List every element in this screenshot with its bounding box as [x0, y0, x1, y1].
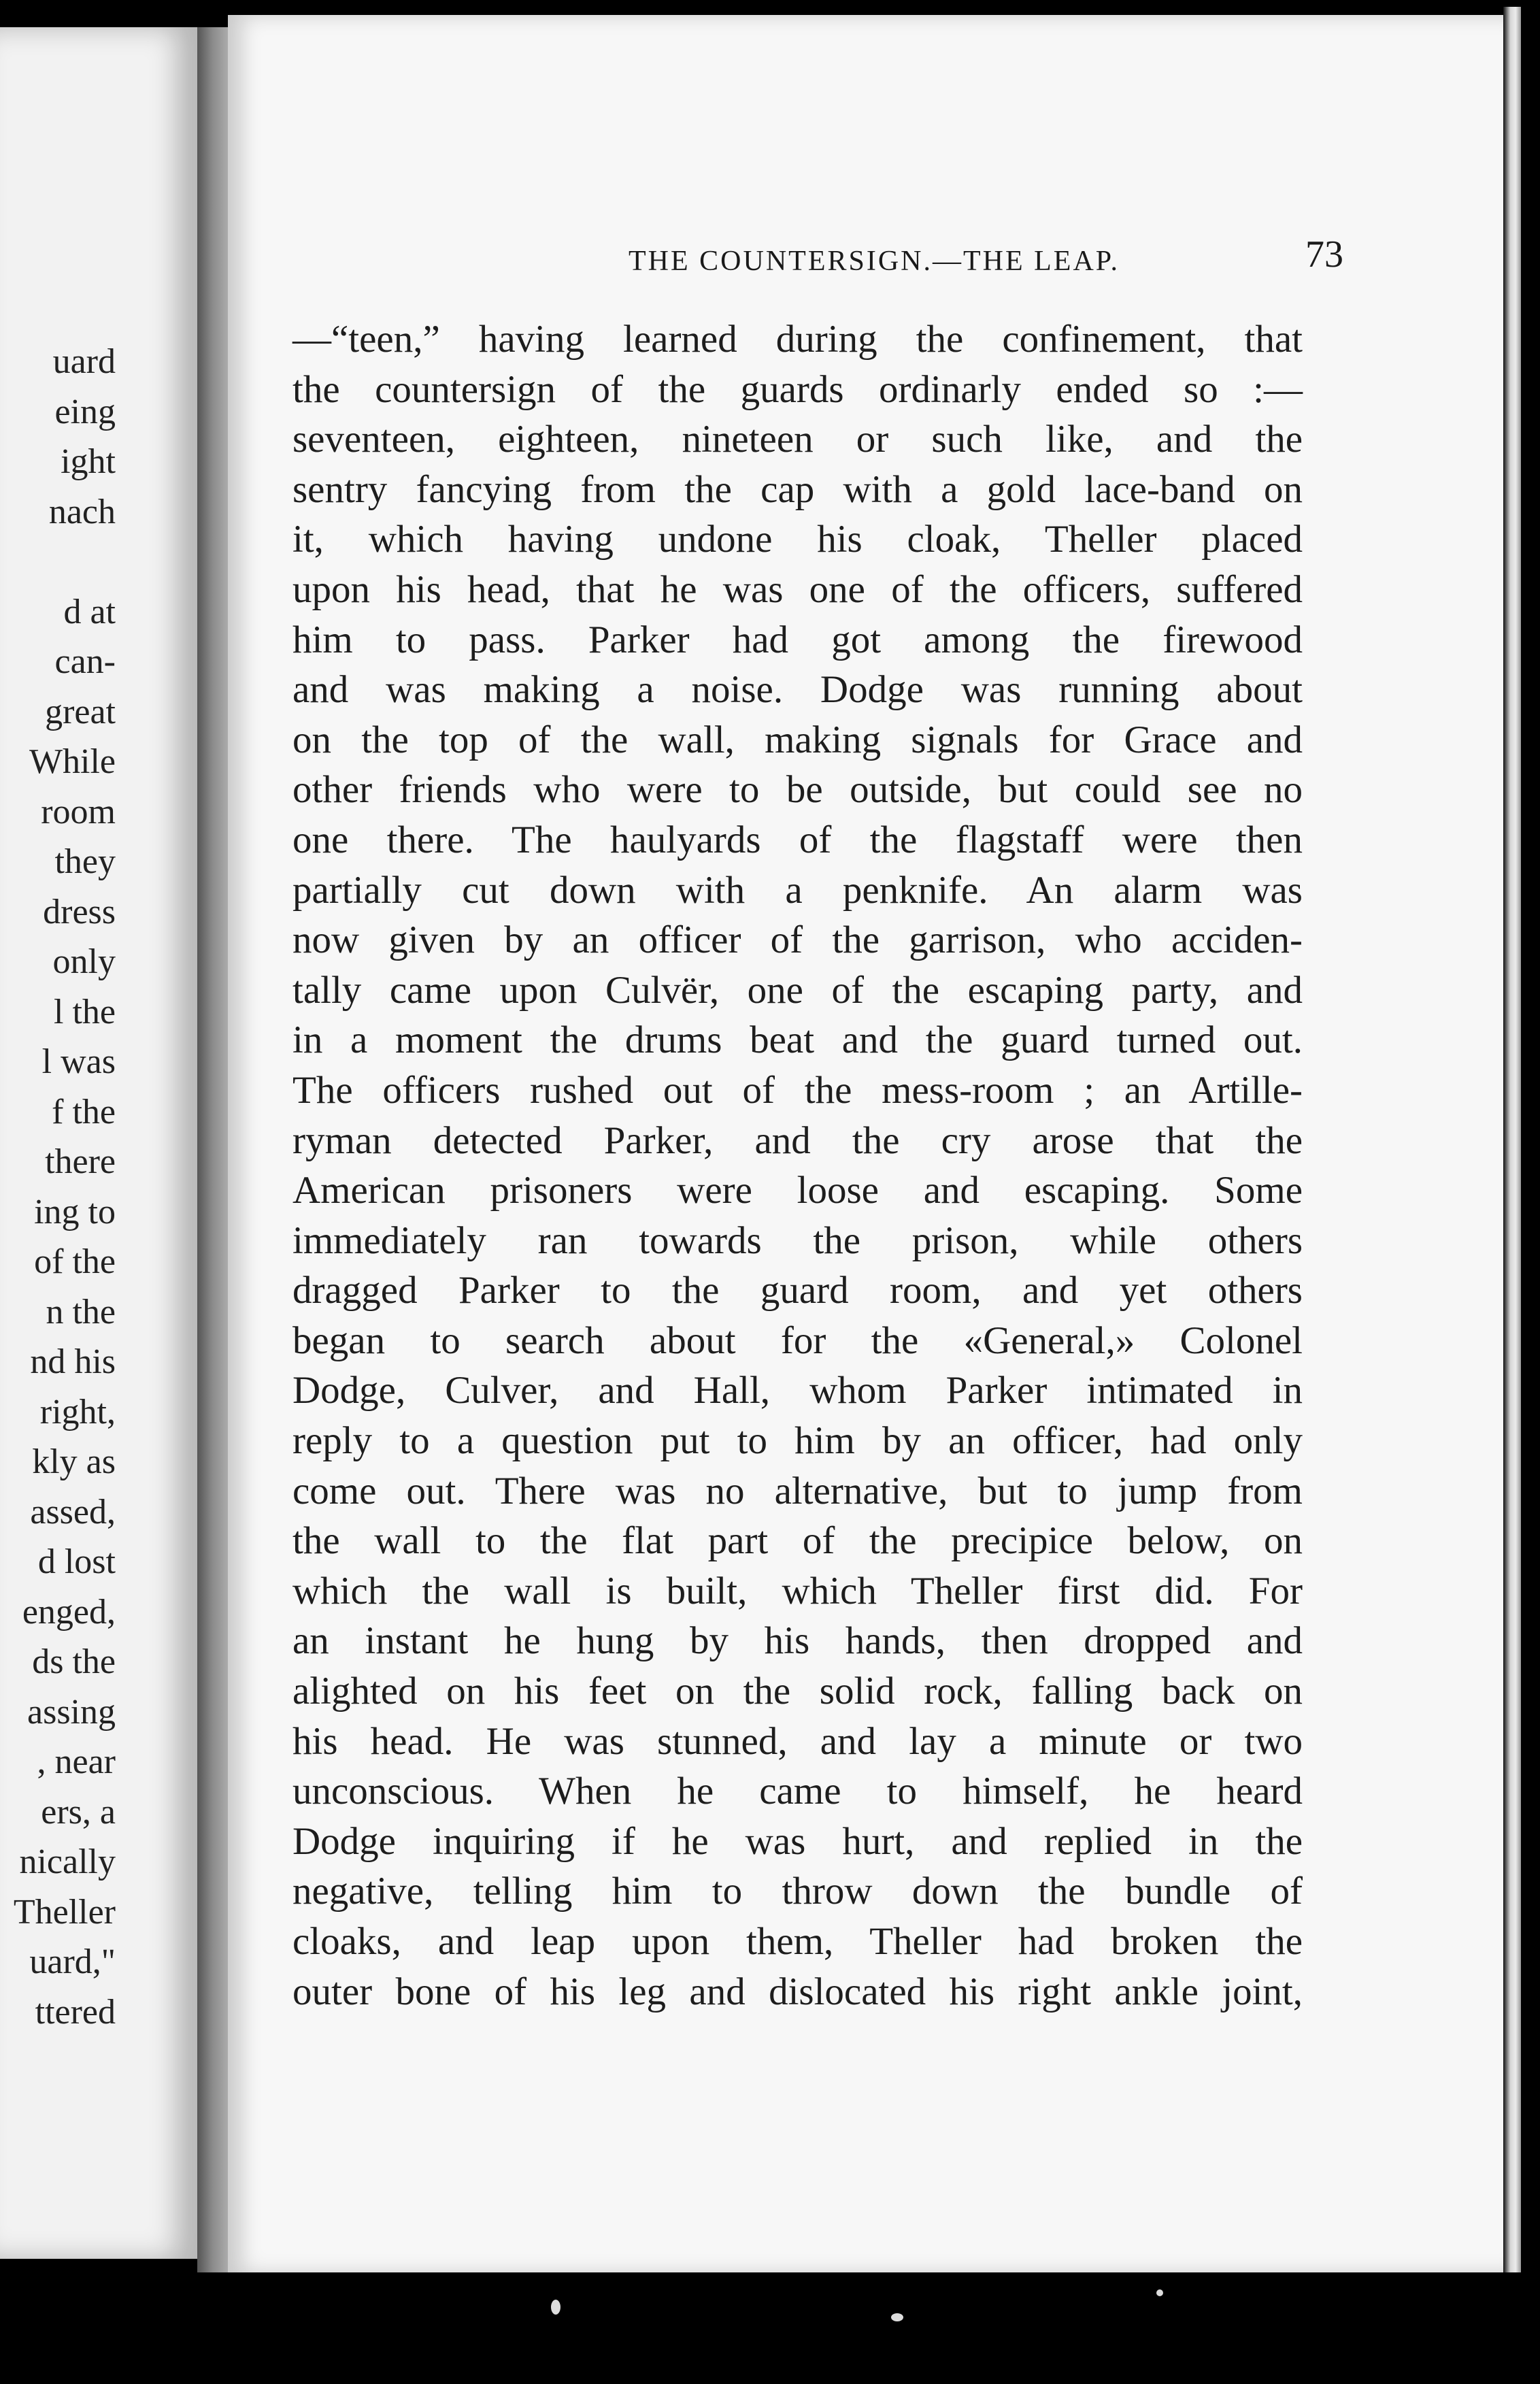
left-page-line: eing — [54, 392, 116, 431]
text-line: now given by an officer of the garrison, who acciden- — [292, 918, 1303, 962]
left-page-line: enged, — [22, 1592, 116, 1632]
scan-border — [0, 2272, 1540, 2384]
left-page-line: l was — [41, 1042, 116, 1081]
text-line: it, which having undone his cloak, Theller placed — [292, 518, 1303, 561]
left-page-line: can- — [54, 642, 116, 681]
text-line: ryman detected Parker, and the cry arose that the — [292, 1119, 1303, 1162]
text-line: seventeen, eighteen, nineteen or such like, and the — [292, 418, 1303, 461]
left-page-line: assed, — [30, 1492, 116, 1532]
left-page-line: uard," — [29, 1942, 116, 1981]
left-page-line: kly as — [32, 1442, 116, 1481]
text-line: sentry fancying from the cap with a gold lace-band on — [292, 467, 1303, 511]
left-page-text — [0, 337, 116, 2037]
right-page — [228, 15, 1510, 2274]
left-page-line: Theller — [13, 1892, 116, 1932]
left-page-line: l the — [54, 992, 116, 1031]
text-line: dragged Parker to the guard room, and yet others — [292, 1269, 1303, 1312]
text-line: Dodge, Culver, and Hall, whom Parker intimated in — [292, 1369, 1303, 1412]
left-page-line: ers, a — [41, 1792, 116, 1832]
left-page-line: assing — [27, 1692, 116, 1732]
left-page-line: only — [52, 942, 116, 981]
left-page-line: While — [29, 742, 116, 781]
left-page-line: ight — [61, 442, 116, 481]
text-line: The officers rushed out of the mess-room ; an Artille- — [292, 1068, 1303, 1112]
left-page-line: there — [45, 1142, 116, 1181]
left-page-line: d at — [63, 592, 116, 631]
left-facing-page — [0, 27, 197, 2259]
text-line: tally came upon Culvër, one of the escaping party, and — [292, 968, 1303, 1012]
left-page-line: ing to — [34, 1192, 116, 1231]
page-number: 73 — [1305, 233, 1343, 276]
left-page-line: nically — [19, 1842, 116, 1881]
left-page-line: great — [45, 692, 116, 731]
left-page-line: nach — [48, 492, 116, 531]
left-page-line: nd his — [30, 1342, 116, 1381]
left-page-line: f the — [52, 1092, 116, 1131]
text-line: began to search about for the «General,» Colonel — [292, 1319, 1303, 1362]
text-line: on the top of the wall, making signals for Grace and — [292, 718, 1303, 761]
left-page-line: ds the — [32, 1642, 116, 1681]
text-line: partially cut down with a penknife. An alarm was — [292, 868, 1303, 912]
left-page-line: d lost — [37, 1542, 116, 1581]
text-line: which the wall is built, which Theller first did. For — [292, 1569, 1303, 1612]
text-line: come out. There was no alternative, but to jump from — [292, 1469, 1303, 1512]
text-line: immediately ran towards the prison, while others — [292, 1219, 1303, 1262]
text-line: Dodge inquiring if he was hurt, and replied in the — [292, 1819, 1303, 1863]
text-line: American prisoners were loose and escaping. Some — [292, 1169, 1303, 1212]
text-line: an instant he hung by his hands, then dropped and — [292, 1619, 1303, 1663]
text-line: the countersign of the guards ordinarly ended so :— — [292, 367, 1303, 411]
left-page-line: , near — [37, 1742, 116, 1781]
text-line: his head. He was stunned, and lay a minute or two — [292, 1719, 1303, 1763]
page-edge — [1503, 7, 1521, 2272]
text-line: alighted on his feet on the solid rock, falling back on — [292, 1670, 1303, 1713]
text-line: negative, telling him to throw down the bundle of — [292, 1870, 1303, 1913]
left-page-line — [0, 537, 116, 587]
left-page-line: they — [54, 842, 116, 881]
left-page-line: n the — [46, 1292, 116, 1331]
left-page-line: of the — [34, 1242, 116, 1281]
left-page-line: room — [41, 792, 116, 831]
text-line: him to pass. Parker had got among the firewood — [292, 618, 1303, 661]
left-page-line: right, — [39, 1392, 116, 1431]
left-page-line: ttered — [35, 1992, 116, 2032]
text-line: and was making a noise. Dodge was running about — [292, 668, 1303, 712]
running-head: THE COUNTERSIGN.—THE LEAP. — [629, 246, 1120, 277]
text-line: in a moment the drums beat and the guard turned out. — [292, 1019, 1303, 1062]
text-line: —“teen,” having learned during the confinement, that — [292, 318, 1303, 361]
text-line: other friends who were to be outside, but could see no — [292, 768, 1303, 812]
text-line: outer bone of his leg and dislocated his right ankle joint, — [292, 1970, 1303, 2013]
text-line: the wall to the flat part of the precipice below, on — [292, 1519, 1303, 1563]
page-header — [228, 233, 1510, 287]
text-line: upon his head, that he was one of the officers, suffered — [292, 567, 1303, 611]
body-text — [292, 314, 1303, 2017]
text-line: cloaks, and leap upon them, Theller had broken the — [292, 1920, 1303, 1963]
text-line: reply to a question put to him by an officer, had only — [292, 1419, 1303, 1463]
left-page-line: dress — [43, 892, 116, 931]
left-page-line: uard — [52, 342, 116, 381]
text-line: unconscious. When he came to himself, he heard — [292, 1770, 1303, 1813]
text-line: one there. The haulyards of the flagstaff were then — [292, 818, 1303, 861]
